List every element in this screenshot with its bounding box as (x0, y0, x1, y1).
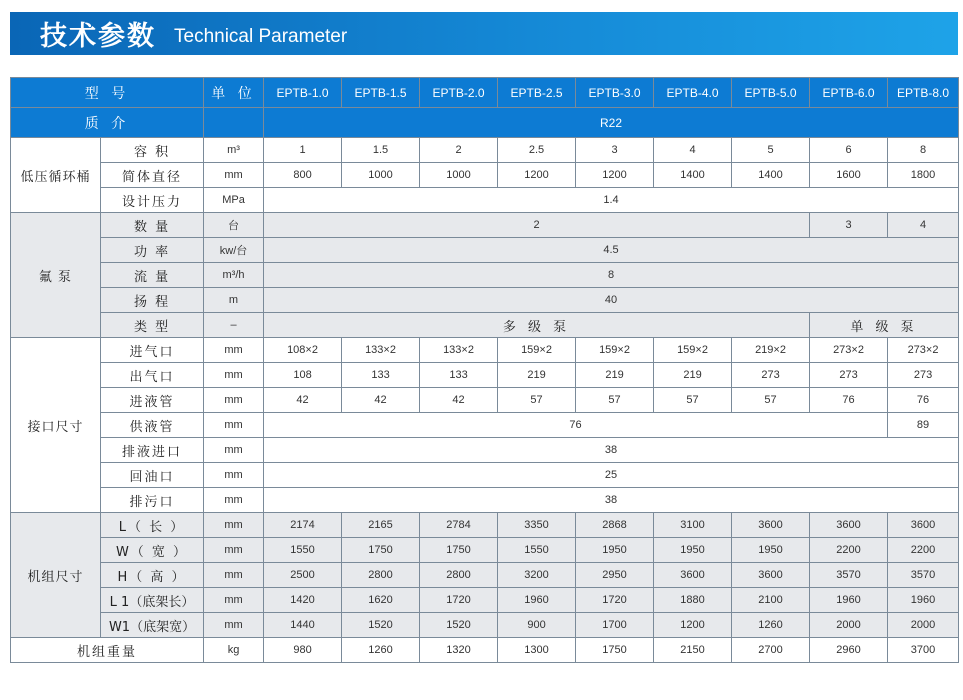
row-label: 出气口 (101, 363, 204, 388)
table-row (11, 163, 959, 188)
cell: 42 (264, 388, 342, 413)
cell: 1750 (342, 538, 420, 563)
row-label: 进液管 (101, 388, 204, 413)
row-unit: mm (204, 563, 264, 588)
cell: 2784 (420, 513, 498, 538)
table-row (11, 488, 959, 513)
medium-value: R22 (264, 108, 959, 138)
cell: 2000 (810, 613, 888, 638)
cell: 1520 (342, 613, 420, 638)
row-unit: mm (204, 513, 264, 538)
row-label: 流 量 (101, 263, 204, 288)
table-row (11, 538, 959, 563)
cell: 57 (576, 388, 654, 413)
title-en: Technical Parameter (174, 25, 348, 47)
model-name: EPTB-8.0 (888, 78, 959, 108)
cell: 2 (420, 138, 498, 163)
cell: 1750 (576, 638, 654, 663)
cell: 219 (498, 363, 576, 388)
cell: 1620 (342, 588, 420, 613)
cell: 2000 (888, 613, 959, 638)
model-name: EPTB-4.0 (654, 78, 732, 108)
cell: 1700 (576, 613, 654, 638)
cell: 2165 (342, 513, 420, 538)
row-unit: mm (204, 613, 264, 638)
cell: 3570 (888, 563, 959, 588)
row-unit: mm (204, 588, 264, 613)
cell: 2950 (576, 563, 654, 588)
row-label: 排污口 (101, 488, 204, 513)
cell: 89 (888, 413, 959, 438)
table-row (11, 388, 959, 413)
cell: 273×2 (888, 338, 959, 363)
row-label: 简体直径 (101, 163, 204, 188)
cell: 1550 (498, 538, 576, 563)
cell: 76 (888, 388, 959, 413)
cell: 76 (264, 413, 888, 438)
cell: 3600 (732, 563, 810, 588)
cell: 1960 (498, 588, 576, 613)
cell: 133 (342, 363, 420, 388)
cell: 6 (810, 138, 888, 163)
cell: 108 (264, 363, 342, 388)
row-label: L 1（底架长） (101, 588, 204, 613)
cell: 1300 (498, 638, 576, 663)
medium-unit (204, 108, 264, 138)
cell: 1400 (732, 163, 810, 188)
row-unit: m (204, 288, 264, 313)
cell: 1200 (498, 163, 576, 188)
weight-label: 机组重量 (11, 638, 204, 663)
cell: 3100 (654, 513, 732, 538)
unit-label: 单 位 (204, 78, 264, 108)
model-name: EPTB-1.0 (264, 78, 342, 108)
cell: 159×2 (576, 338, 654, 363)
row-unit: mm (204, 388, 264, 413)
cell: 1720 (420, 588, 498, 613)
table-row (11, 463, 959, 488)
row-label: 功 率 (101, 238, 204, 263)
row-unit: mm (204, 163, 264, 188)
cell: 1200 (654, 613, 732, 638)
group-dimensions: 机组尺寸 (11, 513, 101, 638)
title-bar (10, 12, 958, 55)
cell: 900 (498, 613, 576, 638)
table-row (11, 338, 959, 363)
cell: 3570 (810, 563, 888, 588)
table-row (11, 213, 959, 238)
cell: 2800 (342, 563, 420, 588)
cell: 1200 (576, 163, 654, 188)
table-row (11, 513, 959, 538)
cell: 133 (420, 363, 498, 388)
cell: 57 (498, 388, 576, 413)
cell: 2500 (264, 563, 342, 588)
cell: 273×2 (810, 338, 888, 363)
cell: 2868 (576, 513, 654, 538)
cell: 3600 (732, 513, 810, 538)
cell: 273 (888, 363, 959, 388)
row-unit: kg (204, 638, 264, 663)
cell: 1400 (654, 163, 732, 188)
cell: 1950 (654, 538, 732, 563)
cell: 800 (264, 163, 342, 188)
title-cn: 技术参数 (40, 21, 156, 52)
cell: 1960 (810, 588, 888, 613)
row-unit: mm (204, 438, 264, 463)
cell: 1520 (420, 613, 498, 638)
cell: 多 级 泵 (264, 313, 810, 338)
cell: 273 (810, 363, 888, 388)
cell: 3600 (654, 563, 732, 588)
table-row (11, 263, 959, 288)
cell: 8 (264, 263, 959, 288)
row-unit: 台 (204, 213, 264, 238)
cell: 42 (342, 388, 420, 413)
row-unit: mm (204, 463, 264, 488)
row-label: 数 量 (101, 213, 204, 238)
cell: 1550 (264, 538, 342, 563)
group-ports: 接口尺寸 (11, 338, 101, 513)
row-label: 扬 程 (101, 288, 204, 313)
table-row (11, 413, 959, 438)
model-label: 型 号 (11, 78, 204, 108)
table-row (11, 363, 959, 388)
row-unit: mm (204, 338, 264, 363)
row-label: W（ 宽 ） (101, 538, 204, 563)
table-row (11, 188, 959, 213)
cell: 42 (420, 388, 498, 413)
cell: 159×2 (654, 338, 732, 363)
cell: 1 (264, 138, 342, 163)
cell: 219×2 (732, 338, 810, 363)
cell: 1750 (420, 538, 498, 563)
cell: 2150 (654, 638, 732, 663)
cell: 1950 (732, 538, 810, 563)
table-row (11, 563, 959, 588)
cell: 1880 (654, 588, 732, 613)
row-unit: kw/台 (204, 238, 264, 263)
cell: 2174 (264, 513, 342, 538)
row-label: 类 型 (101, 313, 204, 338)
cell: 2800 (420, 563, 498, 588)
cell: 1320 (420, 638, 498, 663)
row-label: 回油口 (101, 463, 204, 488)
cell: 1000 (342, 163, 420, 188)
row-label: 排液进口 (101, 438, 204, 463)
cell: 980 (264, 638, 342, 663)
cell: 76 (810, 388, 888, 413)
cell: 3 (576, 138, 654, 163)
cell: 25 (264, 463, 959, 488)
cell: 3200 (498, 563, 576, 588)
row-label: 供液管 (101, 413, 204, 438)
table-row (11, 238, 959, 263)
row-label: 设计压力 (101, 188, 204, 213)
cell: 3350 (498, 513, 576, 538)
model-name: EPTB-3.0 (576, 78, 654, 108)
model-name: EPTB-1.5 (342, 78, 420, 108)
row-unit: mm (204, 538, 264, 563)
cell: 38 (264, 438, 959, 463)
cell: 133×2 (342, 338, 420, 363)
row-unit: mm (204, 363, 264, 388)
model-name: EPTB-2.5 (498, 78, 576, 108)
cell: 2700 (732, 638, 810, 663)
cell: 3600 (888, 513, 959, 538)
table-row (11, 588, 959, 613)
cell: 57 (732, 388, 810, 413)
parameter-table (10, 77, 959, 663)
cell: 40 (264, 288, 959, 313)
model-name: EPTB-2.0 (420, 78, 498, 108)
row-label: L（ 长 ） (101, 513, 204, 538)
row-label: H（ 高 ） (101, 563, 204, 588)
group-pump: 氟 泵 (11, 213, 101, 338)
model-name: EPTB-5.0 (732, 78, 810, 108)
cell: 4.5 (264, 238, 959, 263)
cell: 1800 (888, 163, 959, 188)
cell: 单 级 泵 (810, 313, 959, 338)
cell: 4 (888, 213, 959, 238)
cell: 4 (654, 138, 732, 163)
cell: 1600 (810, 163, 888, 188)
row-label: W1（底架宽） (101, 613, 204, 638)
table-row (11, 613, 959, 638)
cell: 1260 (732, 613, 810, 638)
cell: 1.4 (264, 188, 959, 213)
cell: 1440 (264, 613, 342, 638)
cell: 1260 (342, 638, 420, 663)
cell: 1950 (576, 538, 654, 563)
row-label: 容 积 (101, 138, 204, 163)
cell: 2100 (732, 588, 810, 613)
cell: 3600 (810, 513, 888, 538)
cell: 1.5 (342, 138, 420, 163)
table-row (11, 288, 959, 313)
cell: 8 (888, 138, 959, 163)
cell: 273 (732, 363, 810, 388)
row-unit: MPa (204, 188, 264, 213)
cell: 57 (654, 388, 732, 413)
row-label: 进气口 (101, 338, 204, 363)
row-unit: m³ (204, 138, 264, 163)
cell: 5 (732, 138, 810, 163)
row-unit: – (204, 313, 264, 338)
cell: 38 (264, 488, 959, 513)
medium-row (11, 108, 959, 138)
model-name: EPTB-6.0 (810, 78, 888, 108)
cell: 133×2 (420, 338, 498, 363)
medium-label: 质 介 (11, 108, 204, 138)
group-low-pressure: 低压循环桶 (11, 138, 101, 213)
cell: 3 (810, 213, 888, 238)
cell: 2 (264, 213, 810, 238)
cell: 2.5 (498, 138, 576, 163)
table-row (11, 313, 959, 338)
cell: 1000 (420, 163, 498, 188)
row-unit: m³/h (204, 263, 264, 288)
cell: 3700 (888, 638, 959, 663)
cell: 219 (654, 363, 732, 388)
row-unit: mm (204, 413, 264, 438)
cell: 2200 (888, 538, 959, 563)
cell: 1960 (888, 588, 959, 613)
row-unit: mm (204, 488, 264, 513)
header-row (11, 78, 959, 108)
table-row (11, 438, 959, 463)
cell: 2200 (810, 538, 888, 563)
cell: 1720 (576, 588, 654, 613)
cell: 159×2 (498, 338, 576, 363)
table-row (11, 638, 959, 663)
cell: 1420 (264, 588, 342, 613)
cell: 219 (576, 363, 654, 388)
cell: 2960 (810, 638, 888, 663)
cell: 108×2 (264, 338, 342, 363)
table-row (11, 138, 959, 163)
